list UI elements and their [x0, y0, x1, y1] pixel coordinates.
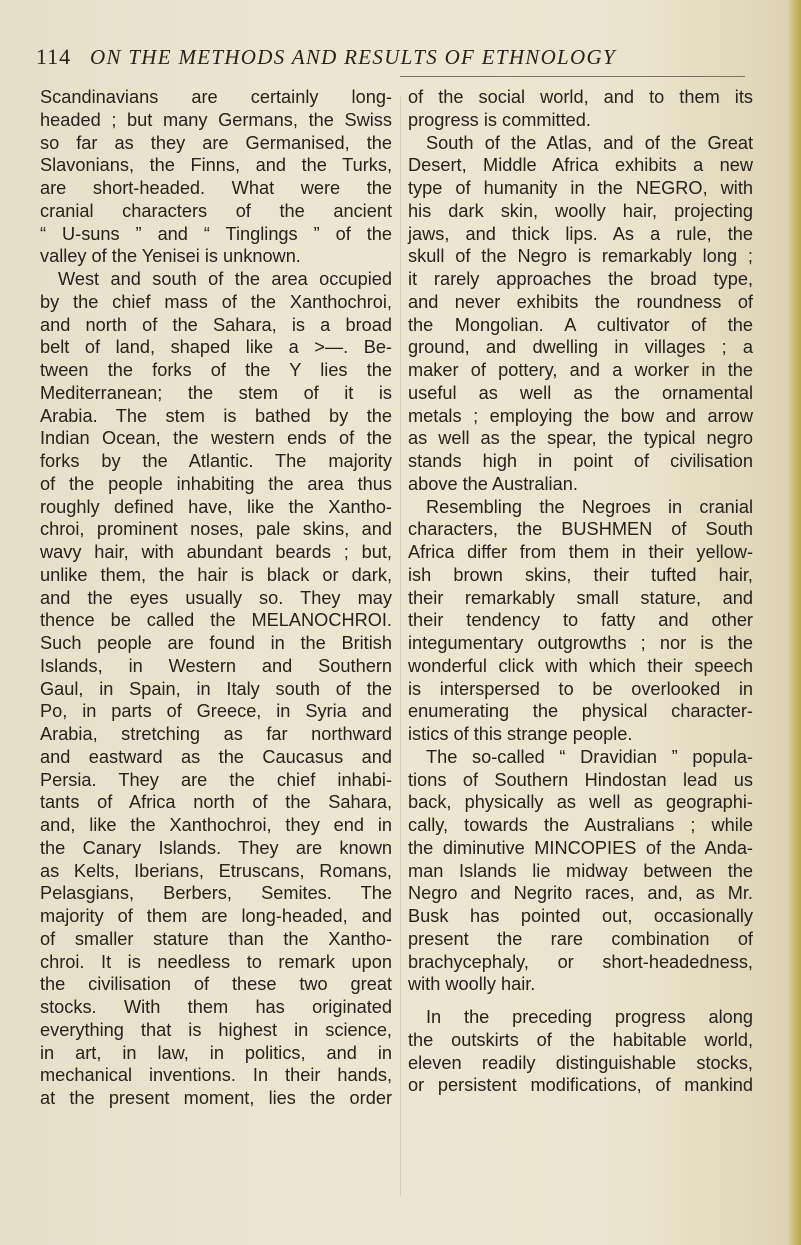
text-line: Persia. They are the chief inhabi- — [40, 769, 392, 790]
text-line: and north of the Sahara, is a broad — [40, 314, 392, 335]
text-line: or persistent modifications, of mankind — [408, 1075, 753, 1096]
text-line: The so-called “ Dravidian ” popula- — [426, 746, 753, 767]
text-line: istics of this strange people. — [408, 724, 633, 744]
text-line: roughly defined have, like the Xantho- — [40, 496, 392, 517]
text-line: forks by the Atlantic. The majority — [40, 451, 392, 471]
text-line: In the preceding progress along — [426, 1007, 753, 1027]
text-line: their remarkably small stature, and — [408, 587, 753, 608]
page-number: 114 — [36, 44, 72, 69]
text-line: Mediterranean; the stem of it is — [40, 382, 392, 403]
right-column — [408, 86, 753, 1097]
text-line: Po, in parts of Greece, in Syria and — [40, 701, 392, 722]
text-line: maker of pottery, and a worker in the — [408, 360, 753, 380]
text-line: the outskirts of the habitable world, — [408, 1029, 753, 1050]
text-line: the diminutive MINCOPIES of the Anda- — [408, 837, 753, 858]
text-line: Africa differ from them in their yellow- — [408, 542, 753, 562]
text-line: integumentary outgrowths ; nor is the — [408, 633, 753, 653]
text-line: of smaller stature than the Xantho- — [40, 928, 392, 949]
running-title: ON THE METHODS AND RESULTS OF ETHNOLOGY — [90, 45, 616, 69]
text-line: in art, in law, in politics, and in — [40, 1042, 392, 1063]
text-line: Busk has pointed out, occasionally — [408, 906, 753, 926]
text-line: of the people inhabiting the area thus — [40, 473, 392, 494]
text-line: Arabia, stretching as far northward — [40, 724, 392, 744]
text-line: and never exhibits the roundness of — [408, 291, 753, 312]
text-line: cally, towards the Australians ; while — [408, 815, 753, 835]
page-edge — [787, 0, 801, 1245]
text-line: wonderful click with which their speech — [408, 655, 753, 676]
text-line: Such people are found in the British — [40, 633, 392, 653]
text-line: the Canary Islands. They are known — [40, 837, 392, 858]
text-line: chroi, prominent noses, pale skins, and — [40, 519, 392, 540]
text-line: skull of the Negro is remarkably long ; — [408, 246, 753, 267]
text-line: their tendency to fatty and other — [408, 610, 753, 631]
text-line: eleven readily distinguishable stocks, — [408, 1052, 753, 1073]
text-line: Pelasgians, Berbers, Semites. The — [40, 883, 392, 904]
text-line: metals ; employing the bow and arrow — [408, 405, 753, 426]
text-line: progress is committed. — [408, 109, 591, 130]
text-line: tween the forks of the Y lies the — [40, 360, 392, 380]
column-gutter — [400, 96, 401, 1196]
text-line: ish brown skins, their tufted hair, — [408, 564, 753, 585]
text-line: jaws, and thick lips. As a rule, the — [408, 223, 753, 244]
text-line: belt of land, shaped like a >—. Be- — [40, 337, 392, 358]
text-line: by the chief mass of the Xanthochroi, — [40, 291, 392, 312]
text-line: and the eyes usually so. They may — [40, 587, 392, 608]
text-line: Desert, Middle Africa exhibits a new — [408, 155, 753, 176]
text-line: Slavonians, the Finns, and the Turks, — [40, 155, 392, 176]
text-line: brachycephaly, or short-headedness, — [408, 951, 753, 972]
text-line: and eastward as the Caucasus and — [40, 746, 392, 767]
text-line: ground, and dwelling in villages ; a — [408, 337, 753, 358]
text-line: headed ; but many Germans, the Swiss — [40, 109, 392, 130]
text-line: the Mongolian. A cultivator of the — [408, 314, 753, 335]
text-line: West and south of the area occupied — [58, 269, 392, 289]
text-line: of the social world, and to them its — [408, 87, 753, 107]
text-line: Negro and Negrito races, and, as Mr. — [408, 883, 753, 904]
text-line: stocks. With them has originated — [40, 997, 392, 1017]
text-line: are short-headed. What were the — [40, 178, 392, 198]
text-line: Gaul, in Spain, in Italy south of the — [40, 678, 392, 699]
text-line: mechanical inventions. In their hands, — [40, 1065, 392, 1086]
left-column — [40, 86, 392, 1110]
text-line: stands high in point of civilisation — [408, 451, 753, 471]
text-line: useful as well as the ornamental — [408, 382, 753, 403]
text-line: and, like the Xanthochroi, they end in — [40, 815, 392, 835]
text-line: present the rare combination of — [408, 928, 753, 949]
text-line: above the Australian. — [408, 473, 578, 494]
text-line: characters, the BUSHMEN of South — [408, 519, 753, 540]
text-line: “ U-suns ” and “ Tinglings ” of the — [40, 223, 392, 244]
text-line: his dark skin, woolly hair, projecting — [408, 200, 753, 221]
text-line: at the present moment, lies the order — [40, 1088, 392, 1108]
text-line: unlike them, the hair is black or dark, — [40, 564, 392, 585]
text-line: enumerating the physical character- — [408, 701, 753, 722]
page-header — [36, 44, 776, 74]
text-line: wavy hair, with abundant beards ; but, — [40, 542, 392, 562]
text-line: is interspersed to be overlooked in — [408, 678, 753, 699]
text-line: valley of the Yenisei is unknown. — [40, 246, 301, 267]
text-line: everything that is highest in science, — [40, 1019, 392, 1040]
text-line: the civilisation of these two great — [40, 974, 392, 995]
text-line: type of humanity in the NEGRO, with — [408, 178, 753, 198]
text-line: chroi. It is needless to remark upon — [40, 951, 392, 972]
text-line: Arabia. The stem is bathed by the — [40, 405, 392, 426]
text-line: tions of Southern Hindostan lead us — [408, 769, 753, 790]
text-line: as Kelts, Iberians, Etruscans, Romans, — [40, 860, 392, 881]
text-line: cranial characters of the ancient — [40, 200, 392, 221]
text-line: it rarely approaches the broad type, — [408, 269, 753, 289]
text-line: so far as they are Germanised, the — [40, 132, 392, 153]
text-line: as well as the spear, the typical negro — [408, 428, 753, 449]
text-line: back, physically as well as geographi- — [408, 792, 753, 813]
text-line: with woolly hair. — [408, 974, 536, 995]
header-rule — [400, 76, 745, 77]
text-line: Scandinavians are certainly long- — [40, 87, 392, 107]
text-line: Resembling the Negroes in cranial — [426, 496, 753, 517]
text-line: Indian Ocean, the western ends of the — [40, 428, 392, 449]
text-line: majority of them are long-headed, and — [40, 906, 392, 926]
text-line: Islands, in Western and Southern — [40, 655, 392, 676]
text-line: thence be called the MELANOCHROI. — [40, 610, 392, 631]
text-line: South of the Atlas, and of the Great — [426, 132, 753, 153]
text-line: tants of Africa north of the Sahara, — [40, 792, 392, 813]
text-line: man Islands lie midway between the — [408, 860, 753, 881]
